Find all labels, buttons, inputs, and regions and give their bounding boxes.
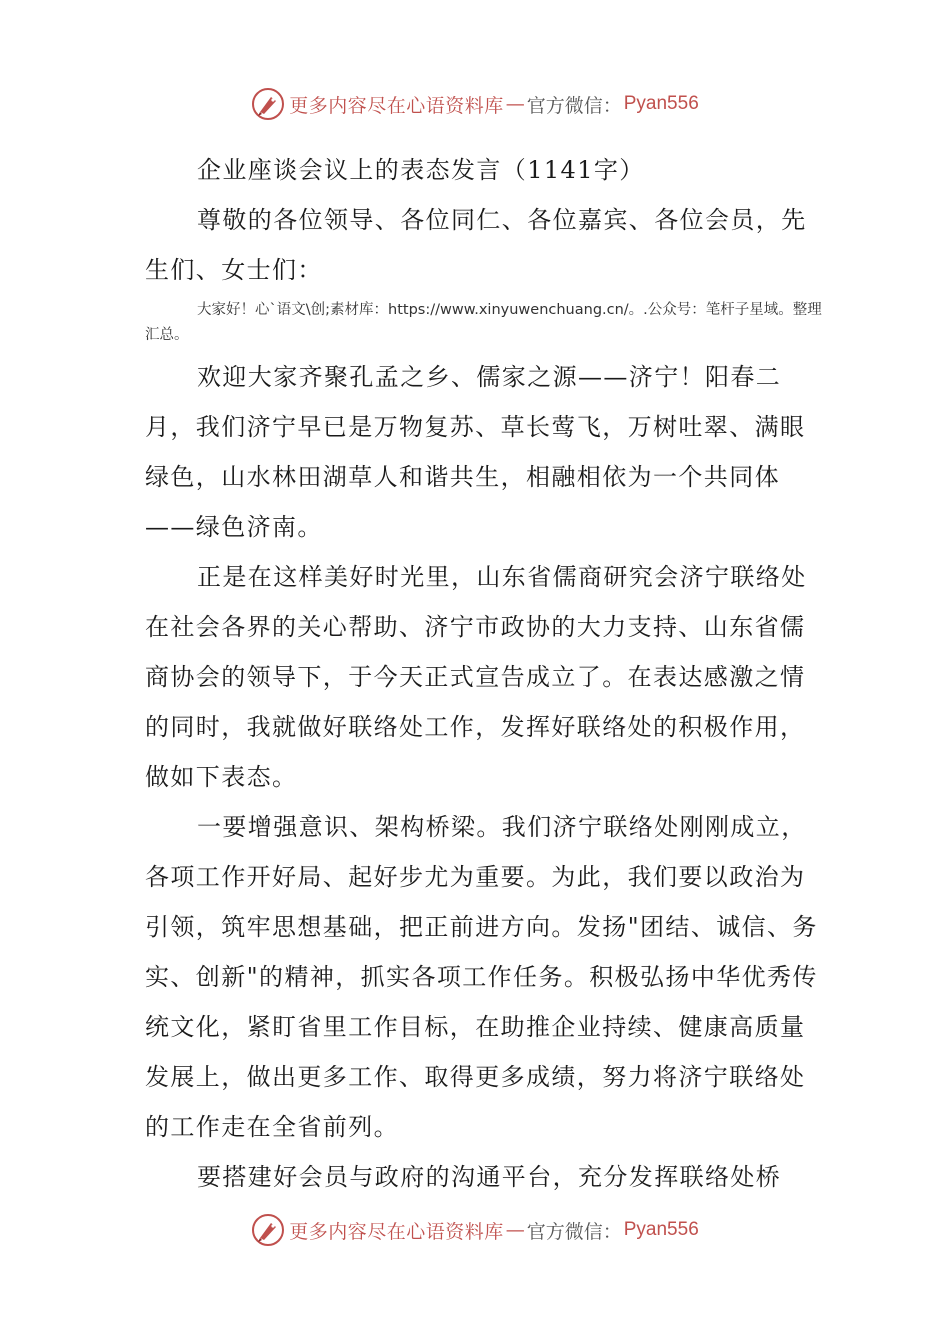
banner-label: 官方微信： bbox=[526, 1220, 622, 1243]
paragraph-1: 欢迎大家齐聚孔孟之乡、儒家之源——济宁！阳春二月，我们济宁早已是万物复苏、草长莺飞，万树吐翠、满眼绿色，山水林田湖草人和谐共生，相融相依为一个共同体——绿色济南。 bbox=[145, 363, 806, 541]
banner-main-text: 更多内容尽在心语资料库 bbox=[289, 1220, 504, 1243]
banner-separator: — bbox=[505, 93, 525, 115]
banner-separator: — bbox=[505, 1219, 525, 1241]
paragraph-3: 一要增强意识、架构桥梁。我们济宁联络处刚刚成立，各项工作开好局、起好步尤为重要。为此，我们要以政治为引领，筑牢思想基础，把正前进方向。发扬"团结、诚信、务实、创新"的精神，抓实各项工作任务。积极弘扬中华优秀传统文化，紧盯省里工作目标，在助推企业持续、健康高质量发展上，做出更多工作、取得更多成绩，努力将济宁联络处的工作走在全省前列。 bbox=[145, 813, 818, 1141]
banner-label: 官方微信： bbox=[526, 94, 622, 117]
pen-nib-logo-icon bbox=[251, 1213, 285, 1247]
header-banner bbox=[0, 82, 950, 126]
paragraph-4: 要搭建好会员与政府的沟通平台，充分发挥联络处桥 bbox=[197, 1163, 782, 1191]
pen-nib-logo-icon bbox=[251, 87, 285, 121]
banner-main-text: 更多内容尽在心语资料库 bbox=[289, 94, 504, 117]
source-note: 大家好！心`语文\创;素材库：https://www.xinyuwenchuang.cn/。.公众号：笔杆子星域。整理汇总。 bbox=[145, 302, 822, 343]
document-title: 企业座谈会议上的表态发言（1141字） bbox=[197, 156, 645, 184]
banner-wechat-id: Pyan556 bbox=[623, 1219, 699, 1240]
paragraph-2: 正是在这样美好时光里，山东省儒商研究会济宁联络处在社会各界的关心帮助、济宁市政协的大力支持、山东省儒商协会的领导下，于今天正式宣告成立了。在表达感激之情的同时，我就做好联络处工作，发挥好联络处的积极作用，做如下表态。 bbox=[145, 563, 807, 791]
salutation: 尊敬的各位领导、各位同仁、各位嘉宾、各位会员，先生们、女士们： bbox=[145, 206, 807, 284]
banner-wechat-id: Pyan556 bbox=[623, 93, 699, 114]
footer-banner bbox=[0, 1208, 950, 1252]
document-body bbox=[145, 145, 825, 1202]
